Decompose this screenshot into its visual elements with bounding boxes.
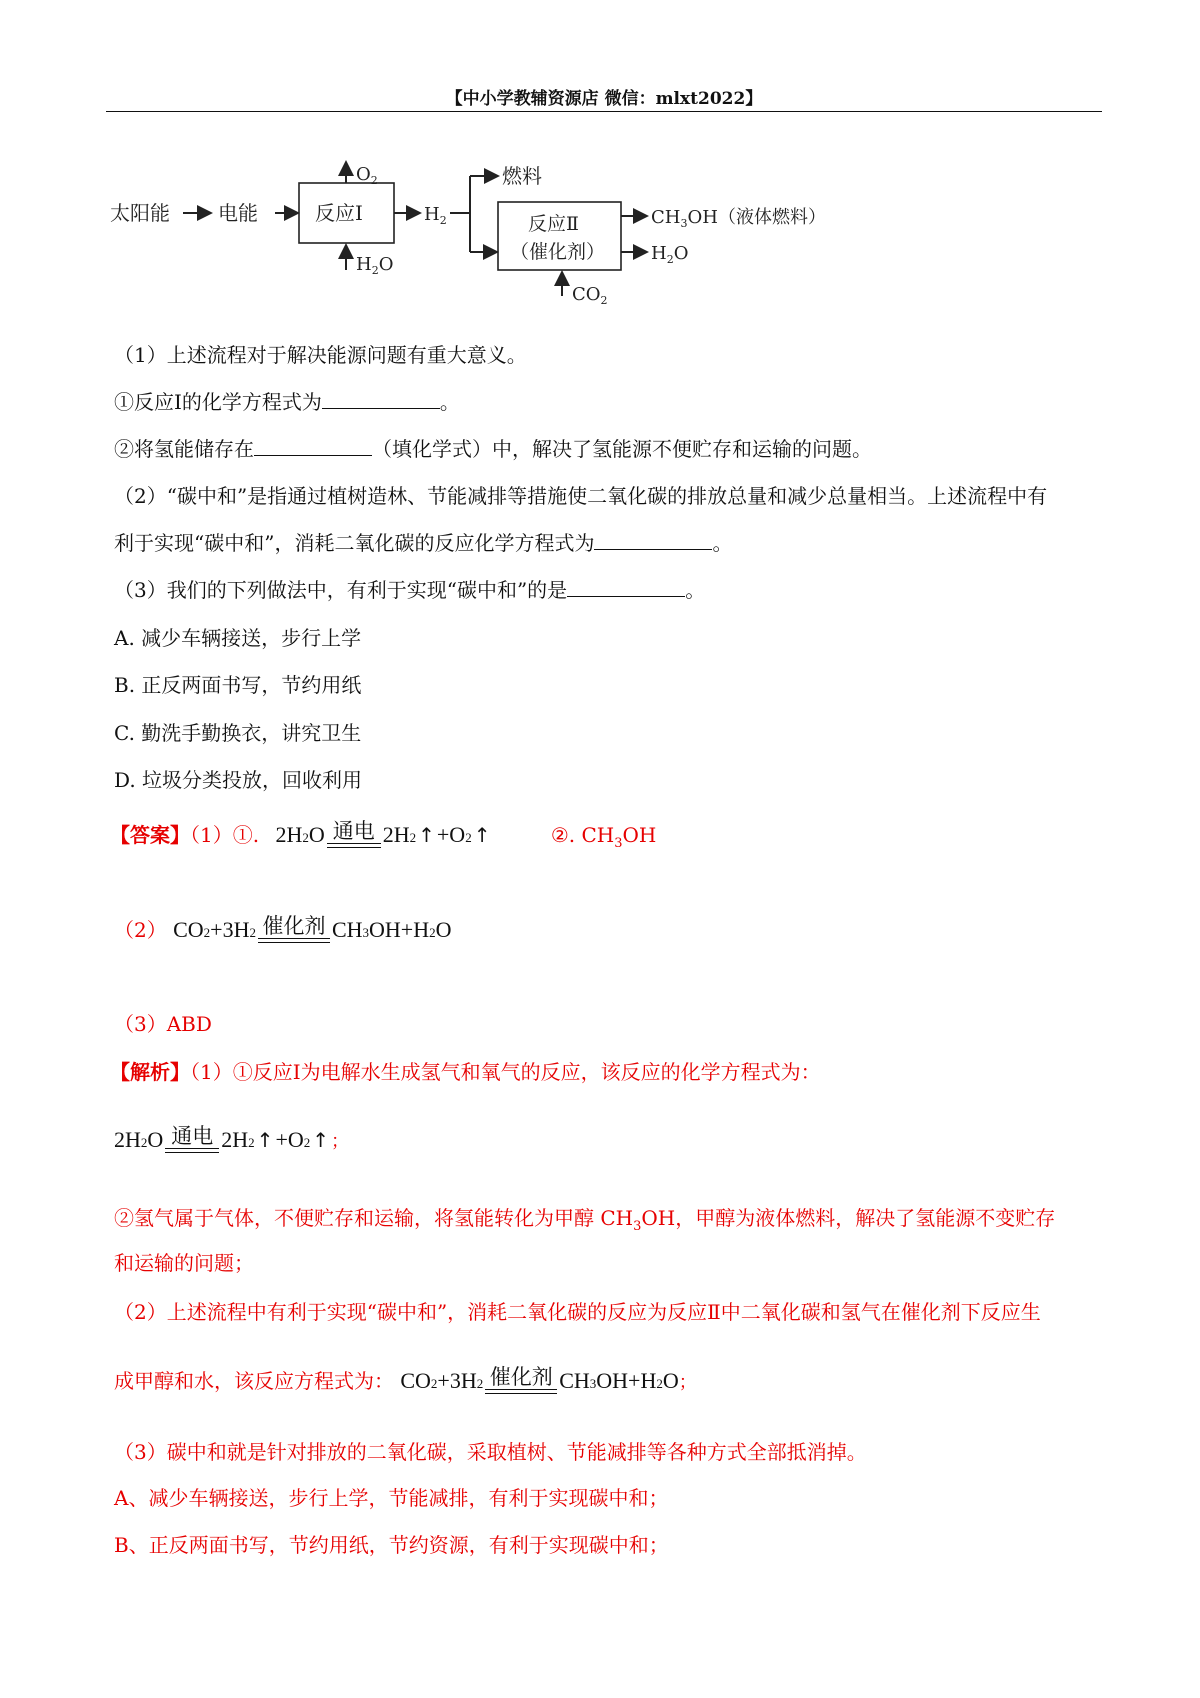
equation-methanol-synthesis: CO 2 +3H 2 催化剂 CH 3 OH+H 2 O: [173, 914, 452, 942]
option-d: D. 垃圾分类投放，回收利用: [114, 768, 363, 792]
condition-catalyst: 催化剂: [485, 1365, 557, 1394]
answer-1-prefix: （1）①.: [190, 823, 260, 847]
analysis-p3-line2: 成甲醇和水，该反应方程式为： CO 2 +3H 2 催化剂 CH 3 OH+H 2 O ；: [114, 1366, 697, 1398]
analysis-p1-text: （1）①反应Ⅰ为电解水生成氢气和氧气的反应，该反应的化学方程式为：: [190, 1060, 821, 1084]
question-2-text: 利于实现“碳中和”，消耗二氧化碳的反应化学方程式为: [114, 531, 595, 555]
question-2-line2: [114, 528, 732, 558]
answer-blank-1[interactable]: [322, 388, 440, 409]
option-b: B. 正反两面书写，节约用纸: [114, 673, 362, 697]
question-1-a-text: ①反应Ⅰ的化学方程式为: [114, 390, 322, 414]
option-c: C. 勤洗手勤换衣，讲究卫生: [114, 721, 362, 745]
answer-blank-2[interactable]: [254, 435, 372, 456]
co2-input-label: $CO_2$: [572, 284, 608, 307]
h2o-output-label: $H_2O$: [651, 243, 689, 266]
question-1-b: [114, 434, 872, 464]
ch3oh-output-label: $CH_3OH$（液体燃料）: [651, 207, 826, 230]
answer-part-1: [110, 820, 656, 859]
answer-blank-4[interactable]: [567, 576, 685, 597]
answer-part-3: （3）ABD: [114, 1012, 212, 1036]
analysis-p1: [110, 1057, 821, 1087]
analysis-label: 【解析】: [110, 1060, 190, 1084]
option-a: A. 减少车辆接送，步行上学: [114, 626, 362, 650]
analysis-equation-electrolysis: 2H 2 O 通电 2H 2 ↑ +O 2 ↑ ；: [114, 1125, 349, 1157]
question-1-b-suffix: （填化学式）中，解决了氢能源不便贮存和运输的问题。: [372, 437, 872, 461]
question-2-line1: （2）“碳中和”是指通过植树造林、节能减排等措施使二氧化碳的排放总量和减少总量相当。上述流程中有: [114, 484, 1048, 508]
electric-label: 电能: [218, 201, 258, 225]
gas-arrow-icon: ↑: [418, 823, 435, 847]
answer-label: 【答案】: [110, 823, 190, 847]
analysis-equation-methanol: CO 2 +3H 2 催化剂 CH 3 OH+H 2 O: [400, 1365, 679, 1393]
analysis-p3-line2-text: 成甲醇和水，该反应方程式为：: [114, 1369, 394, 1393]
question-3-text: （3）我们的下列做法中，有利于实现“碳中和”的是: [114, 578, 568, 602]
analysis-p6: B、正反两面书写，节约用纸，节约资源，有利于实现碳中和；: [114, 1533, 669, 1557]
equation-electrolysis: 2H 2 O 通电 2H 2 ↑ +O 2 ↑: [275, 820, 492, 852]
flow-diagram: [100, 158, 860, 318]
gas-arrow-icon: ↑: [473, 823, 491, 847]
analysis-p2-line1: ②氢气属于气体，不便贮存和运输，将氢能转化为甲醇 $CH_3OH$，甲醇为液体燃料，解决了氢能源不变贮存: [114, 1206, 1056, 1234]
analysis-p3-line1: （2）上述流程中有利于实现“碳中和”，消耗二氧化碳的反应为反应Ⅱ中二氧化碳和氢气在催化剂下反应生: [114, 1300, 1041, 1324]
reaction2-label-line2: （催化剂）: [510, 241, 606, 263]
h2-label: $H_2$: [424, 204, 447, 227]
condition-electricity: 通电: [165, 1124, 219, 1153]
h2o-input-label: $H_2O$: [356, 254, 394, 277]
question-1-intro: （1）上述流程对于解决能源问题有重大意义。: [114, 343, 527, 367]
condition-electricity: 通电: [327, 819, 381, 848]
condition-catalyst: 催化剂: [258, 914, 330, 943]
question-2-suffix: 。: [712, 531, 733, 555]
reaction1-label: 反应Ⅰ: [315, 201, 363, 225]
gas-arrow-icon: ↑: [312, 1128, 329, 1152]
fuel-label: 燃料: [502, 164, 542, 188]
analysis-p2-line2: 和运输的问题；: [114, 1251, 254, 1275]
o2-label: $O_2$: [356, 164, 378, 187]
solar-label: 太阳能: [110, 201, 170, 225]
analysis-p4: （3）碳中和就是针对排放的二氧化碳，采取植树、节能减排等各种方式全部抵消掉。: [114, 1440, 867, 1464]
answer-2-prefix: （2）: [114, 918, 167, 942]
answer-blank-3[interactable]: [594, 529, 712, 550]
answer-part-2: [114, 915, 451, 947]
analysis-equation-line: [114, 1125, 349, 1157]
question-1-a-suffix: 。: [439, 390, 460, 414]
answer-1-b: ②. $CH_3OH$: [550, 823, 657, 851]
analysis-p5: A、减少车辆接送，步行上学，节能减排，有利于实现碳中和；: [114, 1486, 669, 1510]
header-rule: [106, 111, 1102, 112]
reaction2-label-line1: 反应Ⅱ: [528, 213, 579, 235]
question-1-b-text: ②将氢能储存在: [114, 437, 254, 461]
question-3: [114, 575, 705, 605]
gas-arrow-icon: ↑: [256, 1128, 274, 1152]
question-3-suffix: 。: [685, 578, 706, 602]
question-1-a: [114, 387, 460, 417]
page-header: 【中小学教辅资源店 微信：mlxt2022】: [445, 89, 763, 109]
